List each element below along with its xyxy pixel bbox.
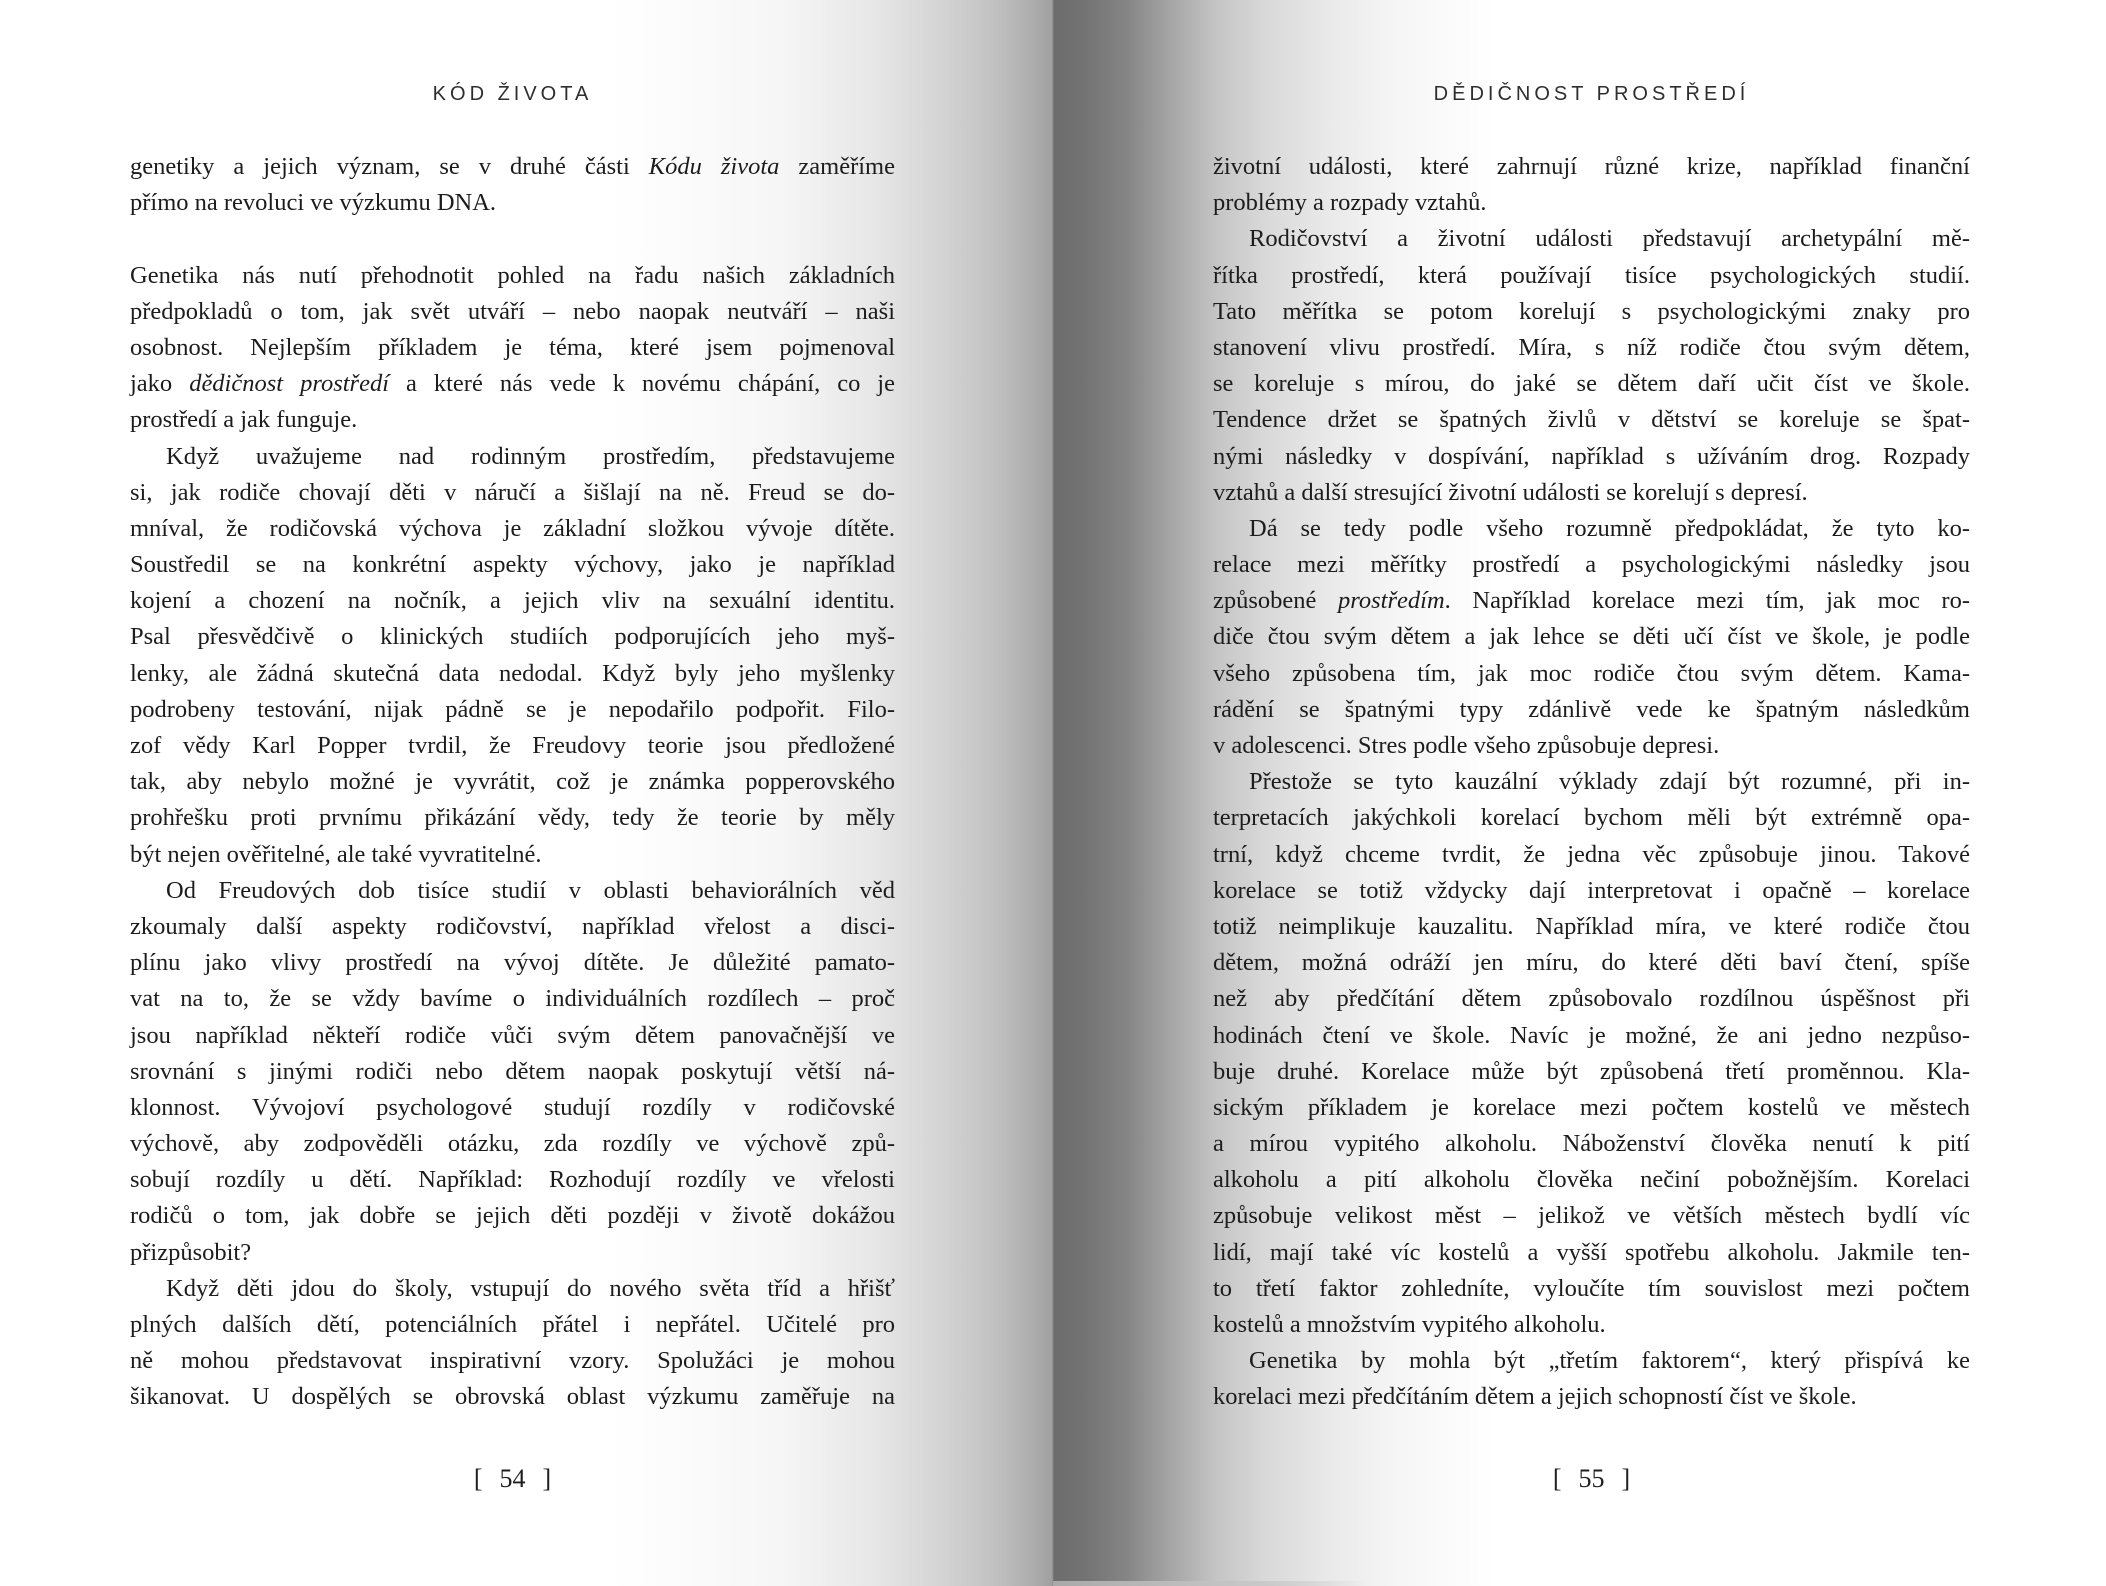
text-line: všeho způsobena tím, jak moc rodiče čtou svým dětem. Kama- (1213, 659, 1970, 687)
body-text-right (1213, 149, 1970, 1416)
text-line: přímo na revoluci ve výzkumu DNA. (130, 189, 497, 217)
text-line: terpretacích jakýchkoli korelací bychom měli být extrémně opa- (1213, 804, 1970, 832)
folio-number: 55 (1578, 1464, 1605, 1493)
text-line: šikanovat. U dospělých se obrovská oblast výzkumu zaměřuje na (130, 1383, 895, 1411)
text-line: klonnost. Vývojoví psychologové studují rozdíly v rodičovské (130, 1093, 895, 1121)
text-line: Když děti jdou do školy, vstupují do nového světa tříd a hřišť (166, 1274, 895, 1302)
text-line: Soustředil se na konkrétní aspekty výchovy, jako je například (130, 551, 895, 579)
text-line: se koreluje s mírou, do jaké se dětem daří učit číst ve škole. (1213, 370, 1970, 398)
text-line: Tato měřítka se potom korelují s psychologickými znaky pro (1213, 297, 1970, 325)
text-line: být nejen ověřitelné, ale také vyvratitelné. (130, 840, 542, 868)
text-line: problémy a rozpady vztahů. (1213, 189, 1487, 217)
text-line: Genetika by mohla být „třetím faktorem“, který přispívá ke (1249, 1347, 1970, 1375)
text-line: plných dalších dětí, potenciálních přátel i nepřátel. Učitelé pro (130, 1311, 895, 1338)
text-line: zof vědy Karl Popper tvrdil, že Freudovy teorie jsou předložené (130, 732, 895, 759)
text-line: vztahů a další stresující životní události se korelují s depresí. (1213, 478, 1808, 506)
text-line: ně mohou představovat inspirativní vzory. Spolužáci je mohou (130, 1347, 895, 1375)
text-line: nými následky v dospívání, například s užíváním drog. Rozpady (1213, 442, 1970, 470)
page-number-right (1213, 1464, 1970, 1494)
text-line: osobnost. Nejlepším příkladem je téma, které jsem pojmenoval (130, 333, 895, 361)
text-line: Genetika nás nutí přehodnotit pohled na řadu našich základních (130, 261, 895, 289)
folio-number: 54 (499, 1464, 526, 1493)
text-line: Rodičovství a životní události představují archetypální mě- (1249, 225, 1970, 253)
text-line: sobují rozdíly u dětí. Například: Rozhodují rozdíly ve vřelosti (130, 1166, 895, 1194)
text-line: stanovení vlivu prostředí. Míra, s níž rodiče čtou svým dětem, (1213, 333, 1970, 361)
text-line: rodičů o tom, jak dobře se jejich děti později v životě dokážou (130, 1202, 895, 1230)
folio-bracket-open: [ (473, 1464, 483, 1493)
text-line: podrobeny testování, nijak pádně se je nepodařilo podpořit. Filo- (130, 695, 895, 723)
folio-bracket-close: ] (542, 1464, 552, 1493)
text-line: genetiky a jejich význam, se v druhé části Kódu života zaměříme (130, 153, 895, 180)
text-line: jsou například někteří rodiče vůči svým dětem panovačnější ve (130, 1021, 895, 1049)
text-line: Tendence držet se špatných živlů v dětství se koreluje se špat- (1213, 406, 1970, 434)
folio-bracket-close: ] (1621, 1464, 1631, 1493)
text-line: srovnání s jinými rodiči nebo dětem naopak poskytují větší ná- (130, 1057, 895, 1085)
text-line: a mírou vypitého alkoholu. Náboženství člověka nenutí k pití (1213, 1130, 1970, 1158)
running-header-left: KÓD ŽIVOTA (432, 83, 593, 105)
text-line: buje druhé. Korelace může být způsobená třetí proměnnou. Kla- (1213, 1057, 1970, 1085)
text-line: trní, když chceme tvrdit, že jedna věc způsobuje jinou. Takové (1213, 840, 1970, 868)
running-header-right: DĚDIČNOST PROSTŘEDÍ (1433, 83, 1750, 105)
folio-bracket-open: [ (1552, 1464, 1562, 1493)
text-line: rádění se špatnými typy zdánlivě vede ke špatným následkům (1213, 695, 1970, 723)
text-line: sickým příkladem je korelace mezi počtem kostelů ve městech (1213, 1093, 1970, 1121)
text-line: plínu jako vlivy prostředí na vývoj dítěte. Je důležité pamato- (130, 949, 895, 977)
text-line: lenky, ale žádná skutečná data nedodal. Když byly jeho myšlenky (130, 659, 895, 687)
text-line: Když uvažujeme nad rodinným prostředím, představujeme (166, 442, 895, 470)
text-line: řítka prostředí, která používají tisíce psychologických studií. (1213, 261, 1970, 289)
text-line: relace mezi měřítky prostředí a psychologickými následky jsou (1213, 551, 1970, 579)
text-line: si, jak rodiče chovají děti v náručí a šišlají na ně. Freud se do- (130, 478, 895, 506)
text-line: zkoumaly další aspekty rodičovství, například vřelost a disci- (130, 912, 895, 940)
text-line: jako dědičnost prostředí a které nás vede k novému chápání, co je (130, 370, 895, 398)
text-line: v adolescenci. Stres podle všeho způsobuje depresi. (1213, 732, 1720, 759)
text-line: tak, aby nebylo možné je vyvrátit, což je známka popperovského (130, 768, 895, 796)
text-line: totiž neimplikuje kauzalitu. Například míra, ve které rodiče čtou (1213, 912, 1970, 940)
text-line: prohřešku proti prvnímu přikázání vědy, tedy že teorie by měly (130, 804, 895, 832)
page-number-left (130, 1464, 895, 1494)
text-line: přizpůsobit? (130, 1238, 252, 1266)
text-line: korelace se totiž vždycky dají interpretovat i opačně – korelace (1213, 876, 1970, 904)
page-left (130, 0, 895, 1586)
body-text-left (130, 149, 895, 1416)
page-right (1213, 0, 1970, 1586)
text-line: Dá se tedy podle všeho rozumně předpokládat, že tyto ko- (1249, 514, 1970, 542)
text-line: výchově, aby zodpověděli otázku, zda rozdíly ve výchově způ- (130, 1130, 895, 1158)
text-line: korelaci mezi předčítáním dětem a jejich schopností číst ve škole. (1213, 1383, 1857, 1411)
text-line: způsobené prostředím. Například korelace mezi tím, jak moc ro- (1213, 587, 1970, 615)
text-line: hodinách čtení ve škole. Navíc je možné, že ani jedno nezpůso- (1213, 1021, 1970, 1049)
text-line: vat na to, že se vždy bavíme o individuálních rozdílech – proč (130, 985, 895, 1013)
text-line: než aby předčítání dětem způsobovalo rozdílnou úspěšnost při (1213, 985, 1970, 1013)
text-line: prostředí a jak funguje. (130, 406, 358, 434)
text-line: dětem, možná odráží jen míru, do které děti baví čtení, spíše (1213, 949, 1970, 977)
text-line: životní události, které zahrnují různé krize, například finanční (1213, 153, 1970, 180)
text-line: způsobuje velikost měst – jelikož ve větších městech bydlí víc (1213, 1202, 1970, 1230)
text-line: kojení a chození na nočník, a jejich vliv na sexuální identitu. (130, 587, 895, 615)
text-line: lidí, mají také víc kostelů a vyšší spotřebu alkoholu. Jakmile ten- (1213, 1238, 1970, 1266)
text-line: Psal přesvědčivě o klinických studiích podporujících jeho myš- (130, 623, 895, 651)
text-line: Přestože se tyto kauzální výklady zdají být rozumné, při in- (1249, 768, 1970, 796)
text-line: diče čtou svým dětem a jak lehce se děti učí číst ve škole, je podle (1213, 623, 1970, 651)
text-line: předpokladů o tom, jak svět utváří – nebo naopak neutváří – naši (130, 297, 895, 325)
text-line: kostelů a množstvím vypitého alkoholu. (1213, 1311, 1606, 1338)
text-line: Od Freudových dob tisíce studií v oblasti behaviorálních věd (166, 876, 895, 904)
text-line: mníval, že rodičovská výchova je základní složkou vývoje dítěte. (130, 514, 895, 542)
text-line: alkoholu a pití alkoholu člověka nečiní pobožnějším. Korelaci (1213, 1166, 1970, 1194)
text-line: to třetí faktor zohledníte, vyloučíte tím souvislost mezi počtem (1213, 1274, 1970, 1302)
